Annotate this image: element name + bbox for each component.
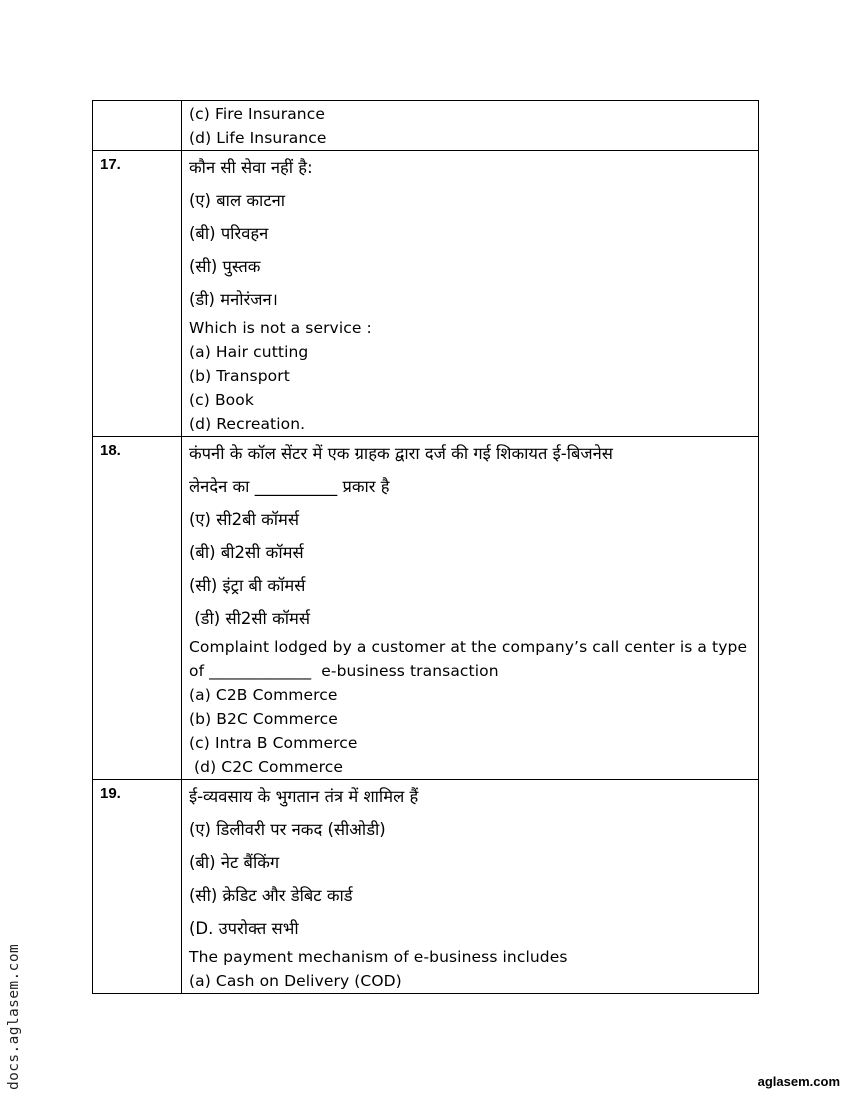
hindi-option: (बी) बी2सी कॉमर्स <box>189 543 304 562</box>
english-option: (d) C2C Commerce <box>189 758 344 776</box>
hindi-question: कंपनी के कॉल सेंटर में एक ग्राहक द्वारा दर्ज की गई शिकायत ई-बिजनेस <box>189 444 613 463</box>
english-question: of _____________ e-business transaction <box>189 662 499 680</box>
table-row <box>93 780 759 994</box>
hindi-option: (बी) परिवहन <box>189 224 269 243</box>
english-option: (b) Transport <box>189 367 290 385</box>
hindi-option: (बी) नेट बैंकिंग <box>189 853 280 872</box>
english-option: (a) C2B Commerce <box>189 686 338 704</box>
hindi-option: (सी) क्रेडिट और डेबिट कार्ड <box>189 886 353 905</box>
question-content-cell <box>182 151 759 437</box>
hindi-option: (D. उपरोक्त सभी <box>189 919 299 938</box>
hindi-option: (सी) इंट्रा बी कॉमर्स <box>189 576 306 595</box>
table-row <box>93 151 759 437</box>
table-row <box>93 437 759 780</box>
english-option: (d) Recreation. <box>189 415 306 433</box>
english-question: Which is not a service : <box>189 319 372 337</box>
hindi-question: ई-व्यवसाय के भुगतान तंत्र में शामिल हैं <box>189 787 419 806</box>
option-text: (c) Fire Insurance <box>189 105 325 123</box>
question-number-cell <box>93 437 182 780</box>
question-number-cell <box>93 780 182 994</box>
question-number: 18. <box>100 442 121 459</box>
hindi-option: (ए) डिलीवरी पर नकद (सीओडी) <box>189 820 386 839</box>
english-question: Complaint lodged by a customer at the company’s call center is a type <box>189 638 748 656</box>
english-option: (c) Intra B Commerce <box>189 734 358 752</box>
hindi-option: (ए) सी2बी कॉमर्स <box>189 510 300 529</box>
question-number-cell <box>93 151 182 437</box>
question-content-cell <box>182 780 759 994</box>
hindi-option: (डी) मनोरंजन। <box>189 290 278 309</box>
hindi-option: (सी) पुस्तक <box>189 257 261 276</box>
question-number <box>93 101 181 106</box>
question-number-cell <box>93 101 182 151</box>
question-table <box>92 100 759 994</box>
question-content-cell <box>182 437 759 780</box>
hindi-question: कौन सी सेवा नहीं है: <box>189 158 313 177</box>
table-row <box>93 101 759 151</box>
side-watermark: docs.aglasem.com <box>6 943 22 1090</box>
question-number: 17. <box>100 156 121 173</box>
hindi-question: लेनदेन का __________ प्रकार है <box>189 477 390 496</box>
english-option: (a) Cash on Delivery (COD) <box>189 972 402 990</box>
english-option: (c) Book <box>189 391 254 409</box>
question-number: 19. <box>100 785 121 802</box>
footer-brand-link[interactable]: aglasem.com <box>757 1074 840 1089</box>
english-option: (b) B2C Commerce <box>189 710 338 728</box>
english-question: The payment mechanism of e-business includes <box>189 948 568 966</box>
option-text: (d) Life Insurance <box>189 129 327 147</box>
hindi-option: (ए) बाल काटना <box>189 191 286 210</box>
hindi-option: (डी) सी2सी कॉमर्स <box>189 609 311 628</box>
english-option: (a) Hair cutting <box>189 343 309 361</box>
question-content-cell <box>182 101 759 151</box>
